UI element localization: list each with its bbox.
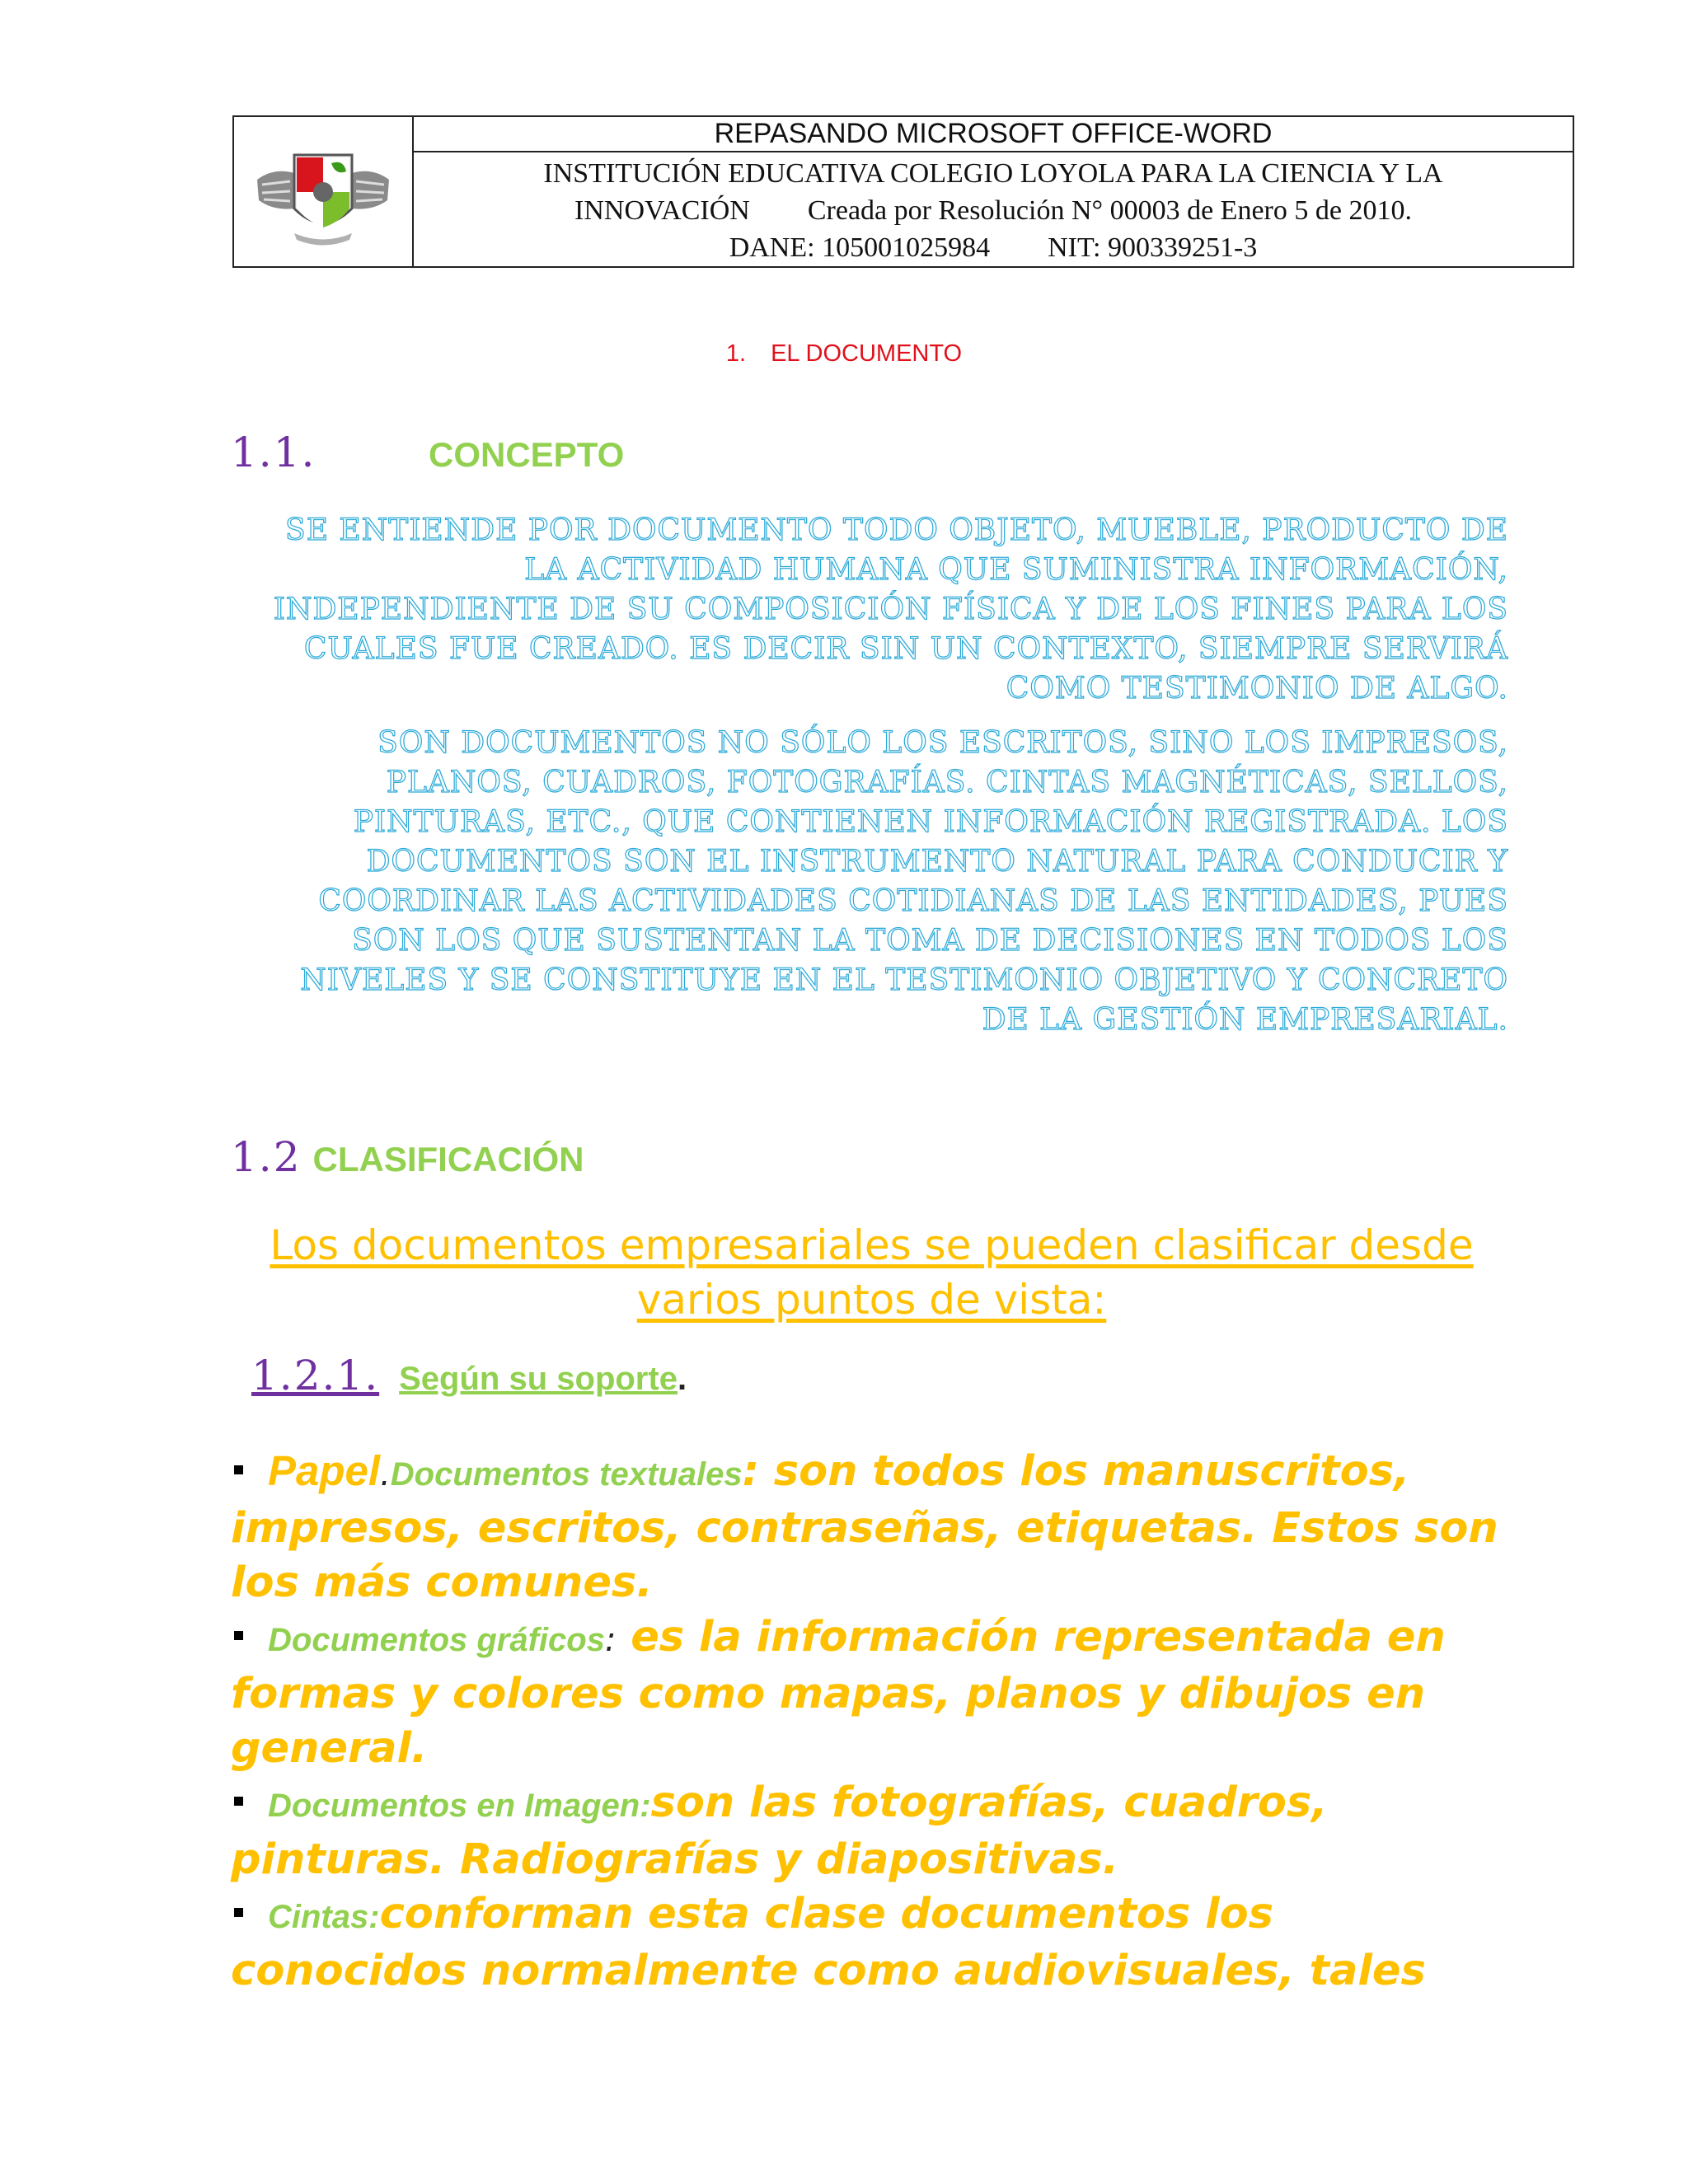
header-title: REPASANDO MICROSOFT OFFICE-WORD (414, 117, 1573, 152)
concept-heading (231, 429, 624, 476)
classification-title: CLASIFICACIÓN (312, 1140, 584, 1179)
item-label: Documentos en Imagen: (268, 1788, 651, 1824)
classification-number: 1.2 (231, 1133, 302, 1181)
square-bullet-icon (234, 1797, 243, 1806)
item-lead: Papel (268, 1447, 381, 1494)
support-dot: . (677, 1361, 687, 1397)
item-label: Documentos textuales (390, 1456, 743, 1493)
list-item (231, 1887, 1517, 1999)
classification-intro: Los documentos empresariales se pueden clasificar desde varios puntos de vista: (270, 1221, 1474, 1324)
section-number: 1. (725, 340, 747, 367)
list-item: Documentos gráficos: es la información representada en formas y colores como mapas, planos y dibujos en general. (231, 1613, 1446, 1773)
concept-number: 1.1. (231, 429, 316, 476)
list-item: Papel.Documentos textuales: son todos los manuscritos, impresos, escritos, contraseñas, etiquetas. Estos son los más comunes. (231, 1447, 1498, 1607)
institution-codes: DANE: 105001025984 NIT: 900339251-3 (729, 232, 1258, 263)
concept-body (243, 511, 1508, 1055)
shield-logo-icon (249, 130, 397, 254)
item-text: conforman esta clase documentos los conocidos normalmente como audiovisuales, tales (231, 1890, 1426, 1995)
section-title: EL DOCUMENTO (771, 340, 963, 367)
concept-paragraph-1: SE ENTIENDE POR DOCUMENTO TODO OBJETO, MUEBLE, PRODUCTO DE LA ACTIVIDAD HUMANA QUE SUMINISTRA INFORMACIÓN, INDEPENDIENTE DE SU COMPOSICIÓN FÍSICA Y DE LOS FINES PARA LOS CUALES FUE CREADO. ES DECIR SIN UN CONTEXTO, SIEMPRE SERVIRÁ COMO TESTIMONIO DE ALGO. (273, 513, 1508, 705)
institution-name: INSTITUCIÓN EDUCATIVA COLEGIO LOYOLA PARA LA CIENCIA Y LA (543, 158, 1443, 189)
support-heading (251, 1352, 687, 1399)
item-label: Documentos gráficos (268, 1622, 605, 1658)
list-item (231, 1776, 1517, 1887)
square-bullet-icon (234, 1908, 243, 1917)
section-heading (0, 340, 1688, 368)
support-number: 1.2.1. (251, 1352, 380, 1399)
concept-paragraph-2: SON DOCUMENTOS NO SÓLO LOS ESCRITOS, SINO LOS IMPRESOS, PLANOS, CUADROS, FOTOGRAFÍAS. CINTAS MAGNÉTICAS, SELLOS, PINTURAS, ETC., QUE CONTIENEN INFORMACIÓN REGISTRADA. LOS DOCUMENTOS SON EL INSTRUMENTO NATURAL PARA CONDUCIR Y COORDINAR LAS ACTIVIDADES COTIDIANAS DE LAS ENTIDADES, PUES SON LOS QUE SUSTENTAN LA TOMA DE DECISIONES EN TODOS LOS NIVELES Y SE CONSTITUYE EN EL TESTIMONIO OBJETIVO Y CONCRETO DE LA GESTIÓN EMPRESARIAL. (300, 726, 1508, 1037)
support-list (231, 1444, 1517, 1999)
institution-info (414, 152, 1573, 266)
item-label: Cintas: (268, 1899, 380, 1935)
classification-heading (231, 1133, 584, 1181)
support-title: Según su soporte (399, 1361, 678, 1397)
square-bullet-icon (234, 1465, 243, 1474)
concept-title: CONCEPTO (429, 435, 625, 474)
item-text: : son todos los manuscritos, impresos, escritos, contraseñas, etiquetas. Estos son los más comunes. (231, 1447, 1498, 1607)
item-text: es la información representada en formas y colores como mapas, planos y dibujos en general. (231, 1613, 1446, 1773)
square-bullet-icon (234, 1631, 243, 1640)
institution-resolution: INNOVACIÓN Creada por Resolución N° 00003 de Enero 5 de 2010. (574, 195, 1412, 226)
item-text: son las fotografías, cuadros, pinturas. Radiografías y diapositivas. (231, 1779, 1328, 1884)
school-logo (234, 117, 414, 266)
header-table (232, 115, 1574, 268)
